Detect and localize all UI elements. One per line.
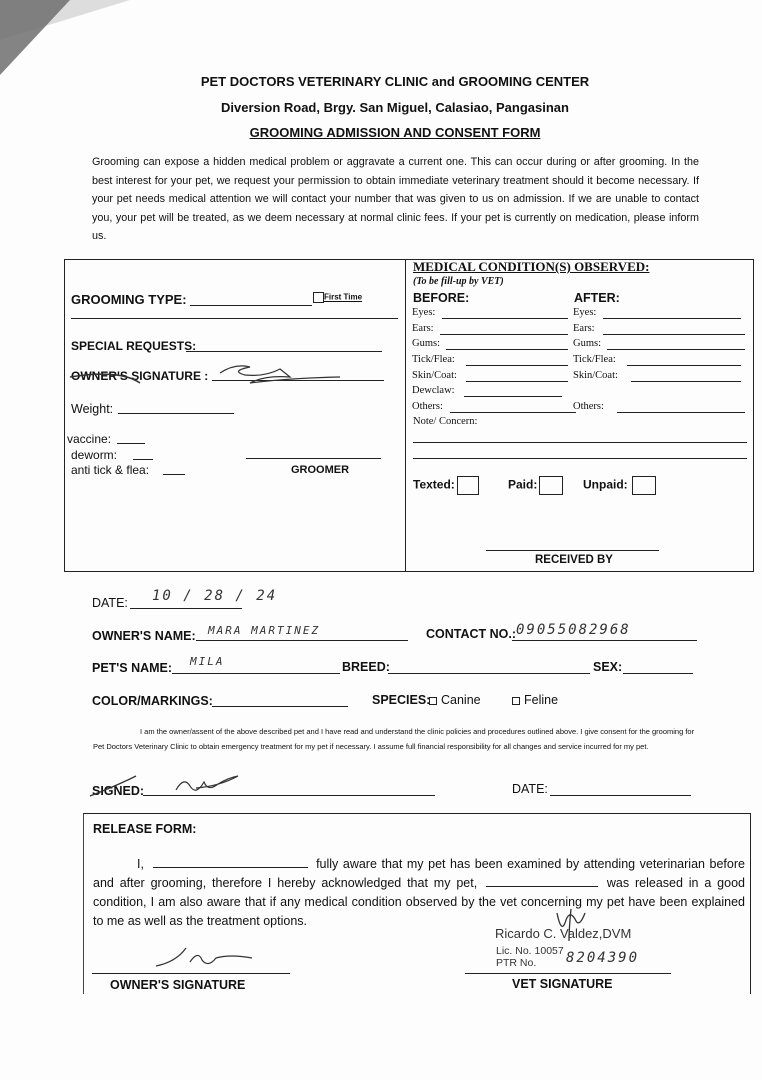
- first-time-checkbox[interactable]: [313, 292, 324, 303]
- vet-signature-caption: VET SIGNATURE: [512, 977, 613, 991]
- before-item: Ears:: [412, 323, 572, 339]
- after-item: Gums:: [573, 338, 745, 354]
- vet-fill-note: (To be fill-up by VET): [413, 276, 504, 287]
- medical-condition-title: MEDICAL CONDITION(S) OBSERVED:: [413, 259, 650, 274]
- texted-option[interactable]: Texted:: [413, 476, 479, 495]
- after-list: [573, 307, 745, 417]
- before-list: [412, 307, 572, 417]
- sex-field[interactable]: [623, 673, 693, 674]
- first-time-option[interactable]: First Time: [313, 292, 362, 303]
- signed-label: SIGNED:: [92, 784, 145, 798]
- contact-label: CONTACT NO.:: [426, 627, 517, 641]
- page-fold-corner: [0, 0, 70, 75]
- pet-name-value: MILA: [190, 655, 225, 668]
- vaccine-label: vaccine:: [67, 432, 112, 446]
- signed-date-field[interactable]: [550, 795, 691, 796]
- color-markings-field[interactable]: [212, 706, 348, 707]
- deworm-field[interactable]: [133, 459, 153, 460]
- release-pet-name-field[interactable]: [486, 874, 598, 887]
- antitick-field[interactable]: [163, 474, 185, 475]
- consent-paragraph: I am the owner/assent of the above described pet and I have read and understand the clinic policies and procedures outlined above. I give consent for the grooming for Pet Doctors Veterinary Clinic to obtain emergency treatment for my pet if necessary. I assume full financial responsibility for all changes and service incurred for my pet.: [93, 727, 695, 751]
- after-item: Eyes:: [573, 307, 745, 323]
- groomer-label: GROOMER: [291, 464, 350, 476]
- color-markings-label: COLOR/MARKINGS:: [92, 694, 213, 708]
- owner-name-label: OWNER'S NAME:: [92, 629, 196, 643]
- vet-ptr-value: 8204390: [566, 950, 640, 966]
- canine-option[interactable]: Canine: [429, 693, 481, 707]
- owner-name-value: MARA MARTINEZ: [208, 624, 321, 637]
- release-owner-name-field[interactable]: [153, 855, 308, 868]
- deworm-label: deworm:: [71, 448, 118, 462]
- before-item: Gums:: [412, 338, 572, 354]
- owner-signature-scribble: [60, 355, 390, 390]
- after-item: Ears:: [573, 323, 745, 339]
- owner-signature-caption: OWNER'S SIGNATURE: [110, 978, 246, 992]
- species-label: SPECIES:: [372, 693, 431, 707]
- vet-signature-line[interactable]: [465, 973, 671, 974]
- weight-field[interactable]: [118, 413, 234, 414]
- vet-stamp-name: Ricardo C. Valdez,DVM: [495, 926, 632, 941]
- signed-date-label: DATE:: [512, 782, 548, 796]
- after-item: Others:: [573, 401, 745, 417]
- special-requests-label: SPECIAL REQUESTS:: [71, 339, 197, 353]
- feline-checkbox[interactable]: [512, 697, 520, 705]
- before-item: Others:: [412, 401, 572, 417]
- feline-option[interactable]: Feline: [512, 693, 558, 707]
- after-header: AFTER:: [574, 291, 620, 305]
- grooming-type-label: GROOMING TYPE:: [71, 292, 187, 307]
- sex-label: SEX:: [593, 660, 623, 674]
- special-requests-field[interactable]: [186, 351, 382, 352]
- owner-signature-label: OWNER'S SIGNATURE :: [71, 369, 209, 383]
- form-title: GROOMING ADMISSION AND CONSENT FORM: [249, 125, 541, 140]
- weight-label: Weight:: [71, 402, 114, 416]
- release-title: RELEASE FORM:: [93, 822, 197, 836]
- before-item: Skin/Coat:: [412, 370, 572, 386]
- date-field[interactable]: [130, 608, 242, 609]
- vet-license: Lic. No. 10057: [496, 945, 564, 957]
- pet-name-label: PET'S NAME:: [92, 661, 173, 675]
- vet-signature-scribble: [545, 905, 615, 945]
- paid-checkbox[interactable]: [539, 476, 563, 495]
- owner-signature-line[interactable]: [92, 973, 290, 974]
- release-owner-signature-scribble: [150, 940, 260, 974]
- after-item: Tick/Flea:: [573, 354, 745, 370]
- release-paragraph: I, fully aware that my pet has been examined by attending veterinarian before and after grooming, therefore I hereby acknowledged that my pet, was released in a good condition, I am also aware that if any medical condition observed by the vet concerning my pet have been explained to me as well as the treatment options.: [93, 857, 745, 928]
- date-label: DATE:: [92, 596, 128, 610]
- clinic-address: Diversion Road, Brgy. San Miguel, Calasiao, Pangasinan: [221, 100, 569, 115]
- date-value: 10 / 28 / 24: [152, 588, 278, 604]
- owner-name-field[interactable]: [196, 640, 408, 641]
- vaccine-field[interactable]: [117, 443, 145, 444]
- signed-signature: [86, 768, 266, 804]
- unpaid-checkbox[interactable]: [632, 476, 656, 495]
- after-item: [573, 385, 745, 401]
- canine-checkbox[interactable]: [429, 697, 437, 705]
- after-item: Skin/Coat:: [573, 370, 745, 386]
- before-item: Tick/Flea:: [412, 354, 572, 370]
- pet-name-field[interactable]: [172, 673, 340, 674]
- breed-field[interactable]: [388, 673, 590, 674]
- before-item: Dewclaw:: [412, 385, 572, 401]
- antitick-label: anti tick & flea:: [71, 463, 150, 477]
- unpaid-option[interactable]: Unpaid:: [583, 476, 656, 495]
- received-by-label: RECEIVED BY: [535, 554, 613, 566]
- note-concern-label: Note/ Concern:: [413, 416, 478, 427]
- contact-field[interactable]: [512, 640, 697, 641]
- note-line-1[interactable]: [413, 442, 747, 443]
- received-by-line[interactable]: [486, 550, 659, 551]
- note-line-2[interactable]: [413, 458, 747, 459]
- texted-checkbox[interactable]: [457, 476, 479, 495]
- grooming-type-field[interactable]: [190, 305, 312, 306]
- before-header: BEFORE:: [413, 291, 470, 305]
- breed-label: BREED:: [342, 660, 390, 674]
- groomer-signature-line[interactable]: [246, 458, 381, 459]
- paid-option[interactable]: Paid:: [508, 476, 563, 495]
- contact-value: 09055082968: [516, 622, 631, 638]
- before-item: Eyes:: [412, 307, 572, 323]
- grooming-type-line2[interactable]: [71, 318, 398, 319]
- vet-ptr-label: PTR No.: [496, 957, 537, 969]
- intro-paragraph: Grooming can expose a hidden medical problem or aggravate a current one. This can occur during or after grooming. In the best interest for your pet, we request your permission to obtain immediate veterinary treatment should it become necessary. If your pet needs medical attention we will contact your number that was given to us on admission. If we are unable to contact you, your pet will be treated, as we deem necessary at normal clinic fees. If your pet is currently on medication, please inform us.: [92, 156, 699, 242]
- clinic-name: PET DOCTORS VETERINARY CLINIC and GROOMING CENTER: [200, 74, 590, 89]
- box-divider: [405, 259, 406, 572]
